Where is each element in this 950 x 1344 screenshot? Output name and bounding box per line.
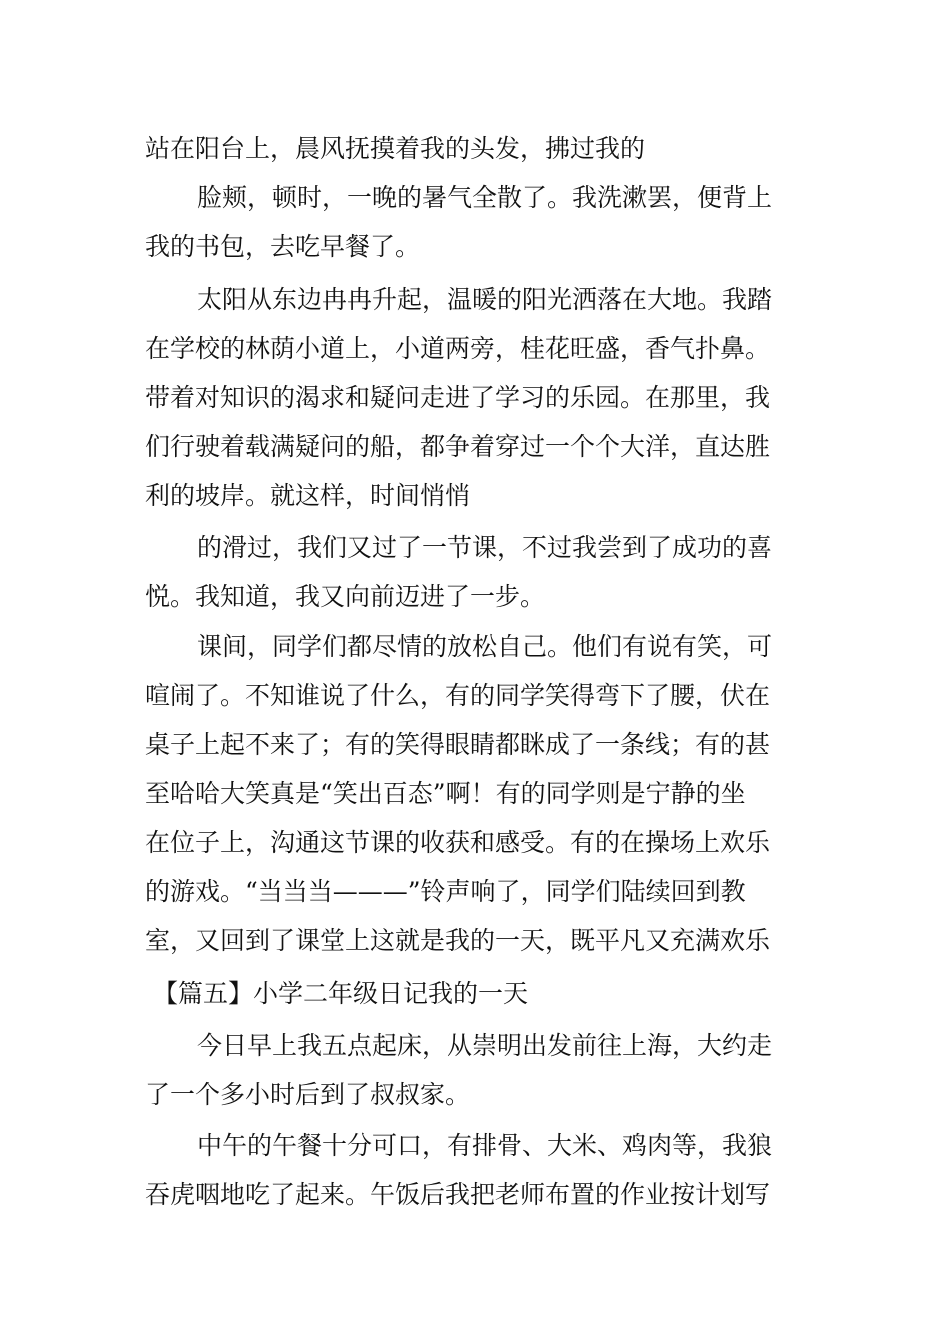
- text-line: 在位子上，沟通这节课的收获和感受。有的在操场上欢乐: [145, 828, 771, 857]
- text-line: 带着对知识的渴求和疑问走进了学习的乐园。在那里，我: [145, 383, 771, 412]
- text-line: 中午的午餐十分可口，有排骨、大米、鸡肉等，我狼: [197, 1131, 773, 1160]
- text-line: 在学校的林荫小道上，小道两旁，桂花旺盛，香气扑鼻。: [145, 334, 771, 363]
- text-line: 站在阳台上，晨风抚摸着我的头发，拂过我的: [145, 134, 646, 163]
- text-line: 吞虎咽地吃了起来。午饭后我把老师布置的作业按计划写: [145, 1180, 771, 1209]
- text-line: 喧闹了。不知谁说了什么，有的同学笑得弯下了腰，伏在: [145, 681, 771, 710]
- text-line: 的游戏。“当当当———”铃声响了，同学们陆续回到教: [145, 877, 746, 906]
- text-line: 课间，同学们都尽情的放松自己。他们有说有笑，可: [197, 632, 773, 661]
- text-line: 脸颊，顿时，一晚的暑气全散了。我洗漱罢，便背上: [197, 183, 773, 212]
- text-line: 桌子上起不来了；有的笑得眼睛都眯成了一条线；有的甚: [145, 730, 771, 759]
- text-line: 我的书包，去吃早餐了。: [145, 232, 421, 261]
- text-line: 太阳从东边冉冉升起，温暖的阳光洒落在大地。我踏: [197, 285, 773, 314]
- text-line: 了一个多小时后到了叔叔家。: [145, 1080, 471, 1109]
- text-line: 们行驶着载满疑问的船，都争着穿过一个个大洋，直达胜: [145, 432, 771, 461]
- text-line: 今日早上我五点起床，从崇明出发前往上海，大约走: [197, 1031, 773, 1060]
- text-line: 悦。我知道，我又向前迈进了一步。: [145, 582, 546, 611]
- text-line: 室，又回到了课堂上这就是我的一天，既平凡又充满欢乐: [145, 926, 771, 955]
- text-line: 至哈哈大笑真是“笑出百态”啊！有的同学则是宁静的坐: [145, 779, 746, 808]
- text-line: 的滑过，我们又过了一节课，不过我尝到了成功的喜: [197, 533, 773, 562]
- section-heading: 【篇五】小学二年级日记我的一天: [153, 979, 529, 1008]
- text-line: 利的坡岸。就这样，时间悄悄: [145, 481, 471, 510]
